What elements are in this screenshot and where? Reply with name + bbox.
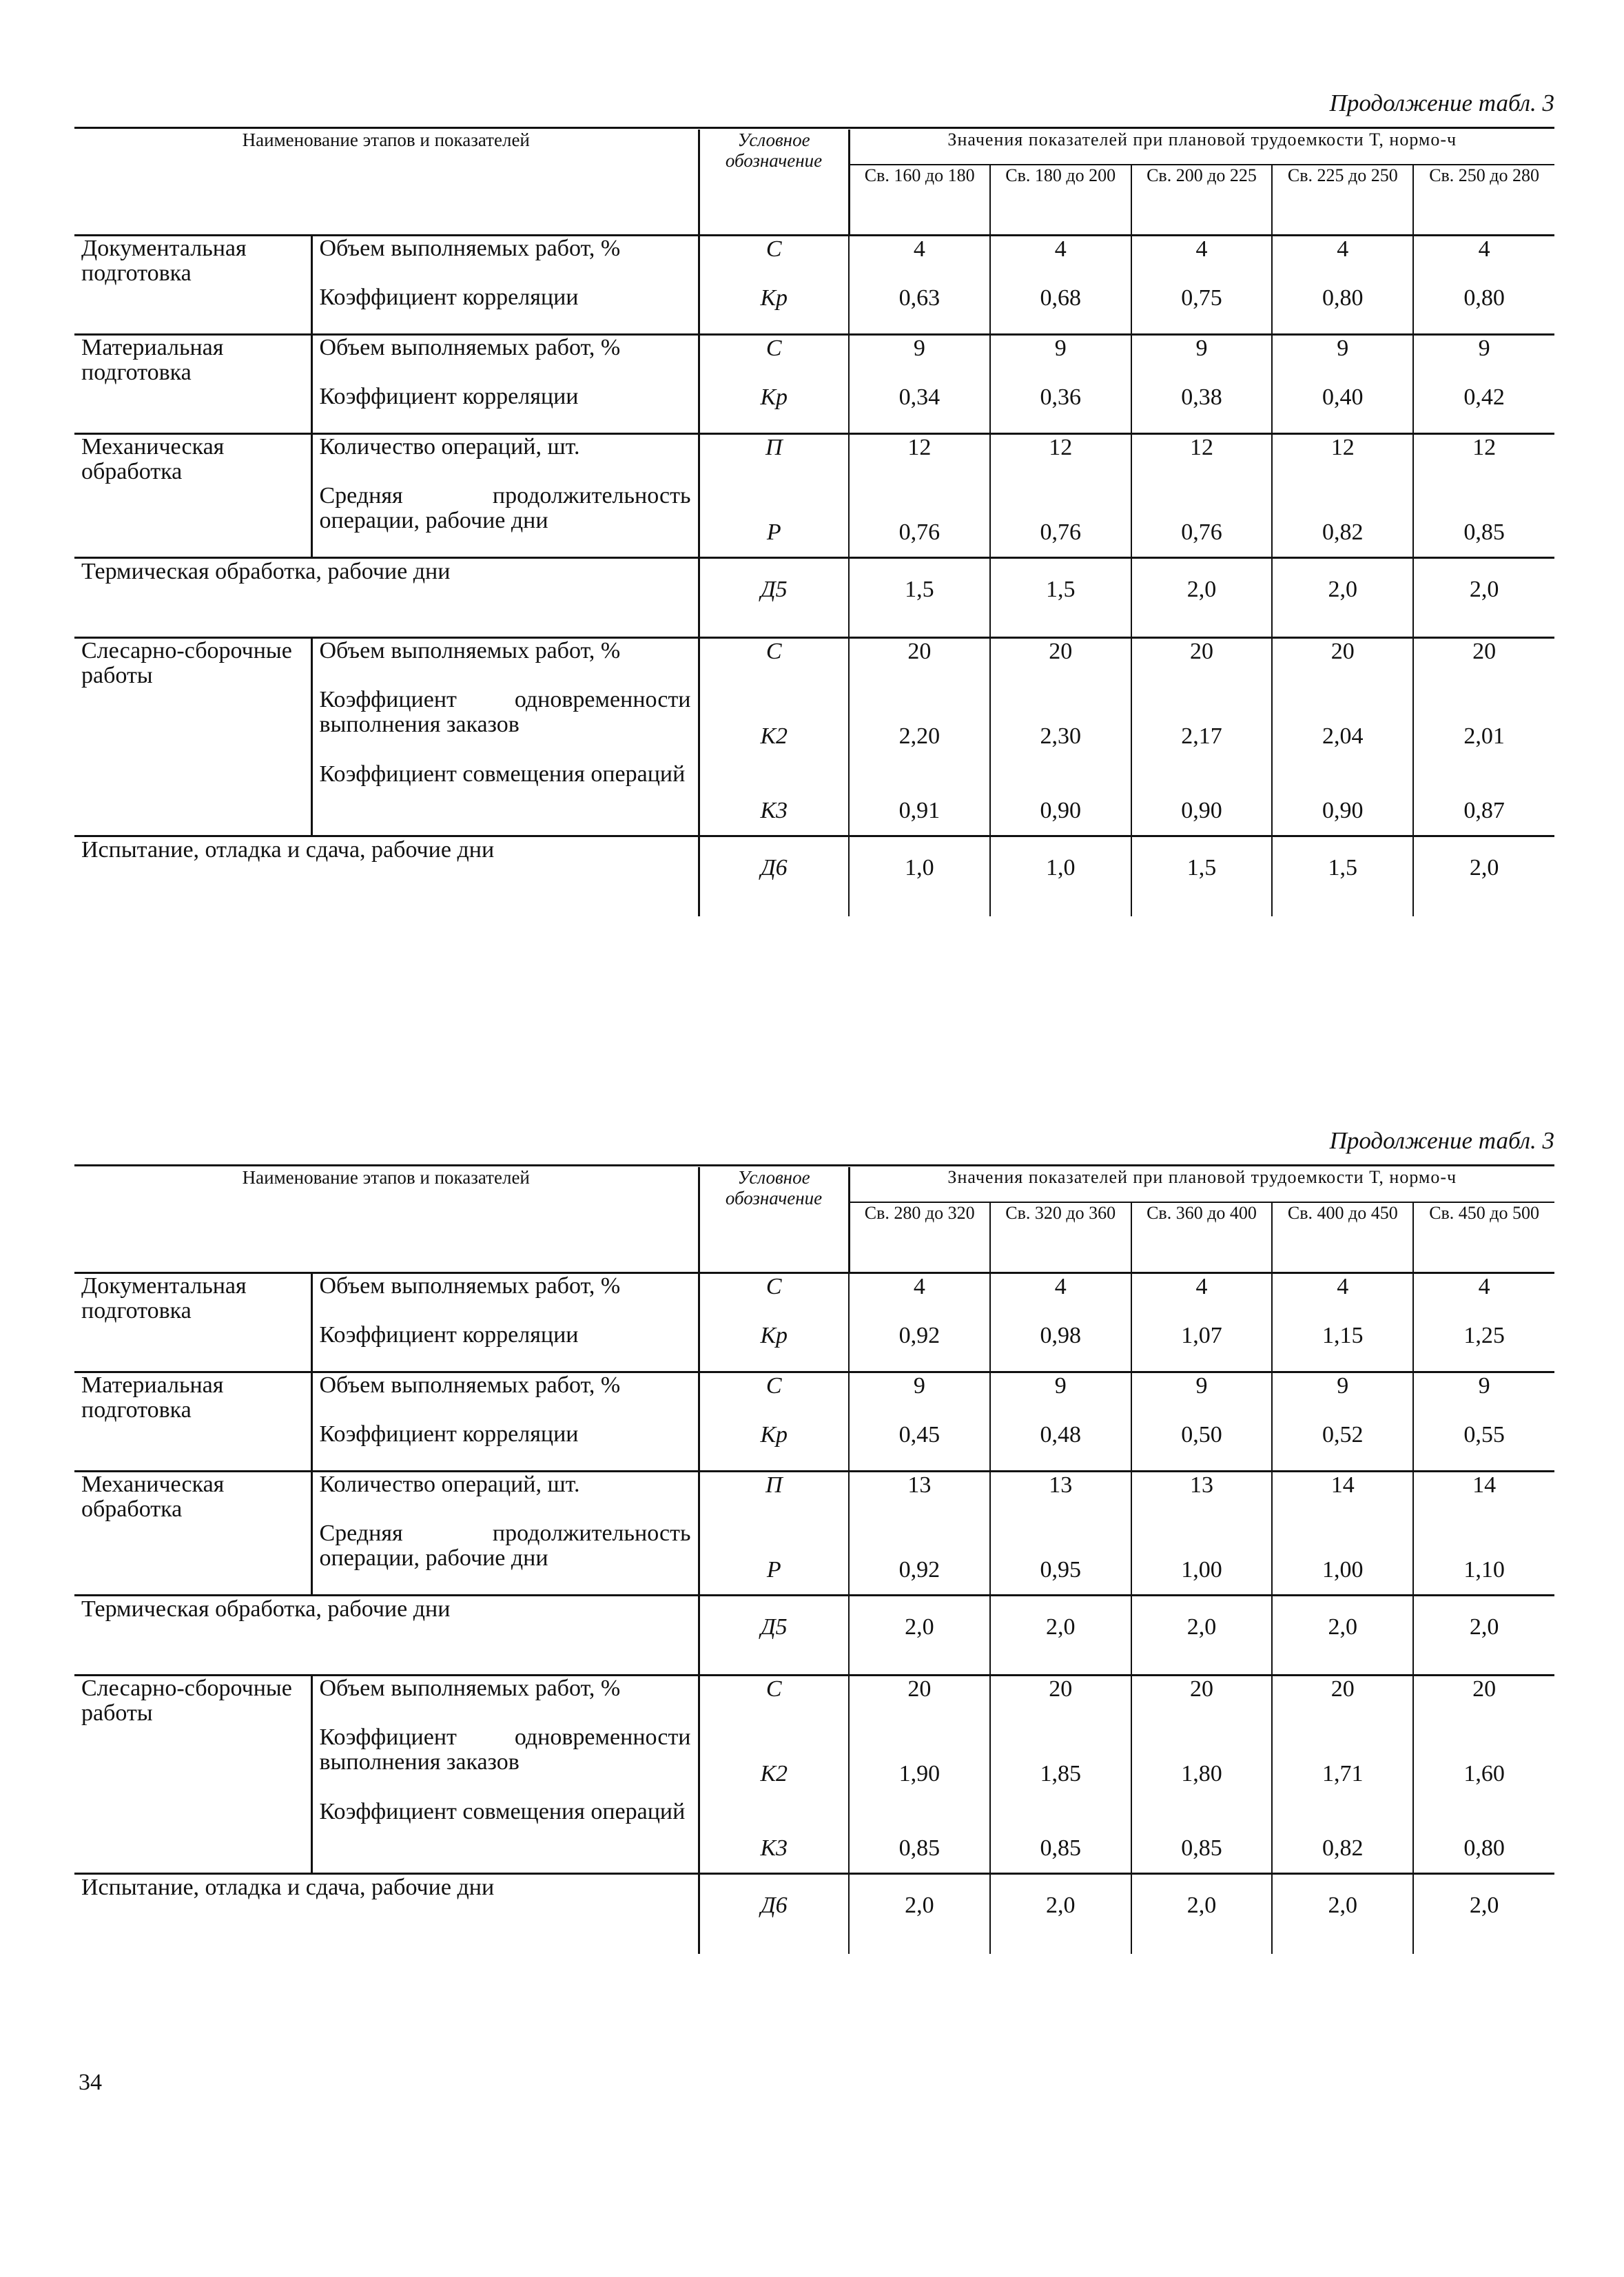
- symbol-cell: Р: [699, 484, 849, 558]
- indicator-label: Коэффициент корреляции: [311, 1422, 699, 1472]
- value-cell: 0,85: [1131, 1800, 1273, 1874]
- value-cell: 13: [849, 1472, 990, 1521]
- table-row: [74, 1874, 1554, 1954]
- page-number: 34: [79, 2070, 102, 2095]
- top-rule: [74, 127, 1554, 129]
- value-cell: 13: [990, 1472, 1131, 1521]
- value-cell: 9: [990, 335, 1131, 384]
- stage-label: Термическая обработка, рабочие дни: [74, 1596, 699, 1676]
- value-cell: 0,68: [990, 285, 1131, 335]
- value-cell: 1,15: [1272, 1323, 1413, 1372]
- value-cell: 1,5: [1272, 836, 1413, 916]
- symbol-cell: Д5: [699, 558, 849, 638]
- symbol-cell: Кр: [699, 1323, 849, 1372]
- value-cell: 2,0: [990, 1874, 1131, 1954]
- value-cell: 0,80: [1463, 1835, 1505, 1861]
- symbol-cell: П: [699, 1472, 849, 1521]
- value-cell: 0,90: [1272, 762, 1413, 836]
- header-symbol: Условное обозначение: [699, 130, 849, 236]
- value-cell: 14: [1272, 1472, 1413, 1521]
- value-cell: 4: [1413, 236, 1554, 285]
- indicator-label: Объем выполняемых работ, %: [311, 1372, 699, 1422]
- symbol-cell: К3: [699, 1800, 849, 1874]
- value-cell: 0,76: [1131, 484, 1273, 558]
- value-cell: 0,55: [1463, 1421, 1505, 1447]
- value-cell: 12: [1131, 434, 1273, 484]
- header-symbol: Условное обозначение: [699, 1167, 849, 1273]
- value-cell: 1,07: [1131, 1323, 1273, 1372]
- value-cell: 4: [849, 1273, 990, 1323]
- value-cell: 1,10: [1463, 1556, 1505, 1583]
- symbol-cell: С: [699, 335, 849, 384]
- value-cell: 0,85: [1463, 519, 1505, 545]
- value-cell: 0,40: [1272, 384, 1413, 434]
- value-cell: 0,82: [1272, 1800, 1413, 1874]
- value-cell: 20: [990, 1676, 1131, 1725]
- value-cell: 0,87: [1463, 797, 1505, 823]
- value-cell: 2,0: [1131, 1874, 1273, 1954]
- header-range: Св. 250 до 280: [1429, 165, 1540, 185]
- value-cell: 1,5: [990, 558, 1131, 638]
- data-table: [74, 130, 1554, 916]
- value-cell: 2,0: [1272, 1874, 1413, 1954]
- value-cell: 0,80: [1272, 285, 1413, 335]
- symbol-cell: С: [699, 236, 849, 285]
- value-cell: 9: [1131, 335, 1273, 384]
- indicator-label: Коэффициент корреляции: [311, 285, 699, 335]
- header-range: Св. 280 до 320: [849, 1202, 990, 1273]
- value-cell: 20: [849, 1676, 990, 1725]
- symbol-cell: Кр: [699, 285, 849, 335]
- value-cell: 1,5: [849, 558, 990, 638]
- table-row: [74, 1372, 1554, 1422]
- indicator-label: Количество операций, шт.: [311, 434, 699, 484]
- value-cell: 0,38: [1131, 384, 1273, 434]
- value-cell: 2,0: [990, 1596, 1131, 1676]
- stage-label: Механическая обработка: [74, 434, 311, 558]
- indicator-label: Объем выполняемых работ, %: [311, 236, 699, 285]
- value-cell: 20: [1413, 1676, 1554, 1725]
- table-caption: Продолжение табл. 3: [1329, 90, 1554, 116]
- value-cell: 9: [990, 1372, 1131, 1422]
- value-cell: 2,30: [990, 688, 1131, 762]
- value-cell: 9: [1413, 1372, 1554, 1422]
- symbol-cell: С: [699, 1273, 849, 1323]
- header-name: Наименование этапов и показателей: [74, 130, 699, 236]
- table-row: [74, 1472, 1554, 1521]
- data-table: [74, 1167, 1554, 1954]
- value-cell: 4: [990, 1273, 1131, 1323]
- value-cell: 4: [1131, 236, 1273, 285]
- header-range: Св. 400 до 450: [1272, 1202, 1413, 1273]
- value-cell: 0,95: [990, 1521, 1131, 1596]
- value-cell: 4: [849, 236, 990, 285]
- indicator-label: Объем выполняемых работ, %: [311, 1273, 699, 1323]
- value-cell: 13: [1131, 1472, 1273, 1521]
- header-range: Св. 320 до 360: [990, 1202, 1131, 1273]
- value-cell: 14: [1413, 1472, 1554, 1521]
- value-cell: 2,0: [849, 1874, 990, 1954]
- stage-label: Слесарно-сборочные работы: [74, 638, 311, 836]
- value-cell: 12: [849, 434, 990, 484]
- value-cell: 2,0: [1131, 1596, 1273, 1676]
- symbol-cell: К2: [699, 1725, 849, 1800]
- value-cell: 0,75: [1131, 285, 1273, 335]
- value-cell: 2,0: [1413, 1596, 1554, 1676]
- table-body: [74, 236, 1554, 916]
- value-cell: 0,92: [849, 1521, 990, 1596]
- indicator-label: Коэффициент одновременности выполнения заказов: [311, 1725, 699, 1800]
- value-cell: 20: [990, 638, 1131, 688]
- value-cell: 2,0: [1413, 1874, 1554, 1954]
- header-values-group: Значения показателей при плановой трудоемкости Т, нормо-ч: [849, 130, 1554, 165]
- value-cell: 0,76: [990, 484, 1131, 558]
- value-cell: 12: [1413, 434, 1554, 484]
- value-cell: 0,42: [1463, 384, 1505, 410]
- header-name: Наименование этапов и показателей: [74, 1167, 699, 1273]
- value-cell: 9: [849, 1372, 990, 1422]
- value-cell: 20: [1131, 1676, 1273, 1725]
- value-cell: 1,0: [990, 836, 1131, 916]
- indicator-label: Объем выполняемых работ, %: [311, 638, 699, 688]
- stage-label: Слесарно-сборочные работы: [74, 1676, 311, 1874]
- table-body: [74, 1273, 1554, 1954]
- value-cell: 2,04: [1272, 688, 1413, 762]
- value-cell: 4: [990, 236, 1131, 285]
- indicator-label: Коэффициент совмещения операций: [311, 1800, 699, 1874]
- table-row: [74, 1273, 1554, 1323]
- table-row: [74, 1596, 1554, 1676]
- symbol-cell: Кр: [699, 1422, 849, 1472]
- symbol-cell: С: [699, 1676, 849, 1725]
- indicator-label: Объем выполняемых работ, %: [311, 335, 699, 384]
- stage-label: Материальная подготовка: [74, 1372, 311, 1472]
- value-cell: 4: [1413, 1273, 1554, 1323]
- value-cell: 1,00: [1272, 1521, 1413, 1596]
- value-cell: 0,48: [990, 1422, 1131, 1472]
- value-cell: 9: [1272, 335, 1413, 384]
- value-cell: 0,45: [849, 1422, 990, 1472]
- value-cell: 2,01: [1463, 723, 1505, 749]
- stage-label: Материальная подготовка: [74, 335, 311, 434]
- value-cell: 0,90: [990, 762, 1131, 836]
- value-cell: 0,92: [849, 1323, 990, 1372]
- value-cell: 0,50: [1131, 1422, 1273, 1472]
- value-cell: 1,5: [1131, 836, 1273, 916]
- indicator-label: Количество операций, шт.: [311, 1472, 699, 1521]
- value-cell: 0,36: [990, 384, 1131, 434]
- table-row: [74, 638, 1554, 688]
- value-cell: 4: [1272, 236, 1413, 285]
- indicator-label: Коэффициент корреляции: [311, 384, 699, 434]
- value-cell: 9: [1272, 1372, 1413, 1422]
- value-cell: 2,17: [1131, 688, 1273, 762]
- value-cell: 2,0: [1413, 558, 1554, 638]
- top-rule: [74, 1164, 1554, 1166]
- stage-label: Документальная подготовка: [74, 1273, 311, 1372]
- value-cell: 2,0: [1413, 836, 1554, 916]
- value-cell: 2,0: [1272, 1596, 1413, 1676]
- value-cell: 9: [849, 335, 990, 384]
- header-range: Св. 450 до 500: [1429, 1203, 1540, 1223]
- value-cell: 2,0: [849, 1596, 990, 1676]
- indicator-label: Коэффициент совмещения операций: [311, 762, 699, 836]
- indicator-label: Средняя продолжительность операции, рабочие дни: [311, 1521, 699, 1596]
- value-cell: 0,80: [1463, 285, 1505, 311]
- value-cell: 4: [1272, 1273, 1413, 1323]
- value-cell: 20: [1131, 638, 1273, 688]
- symbol-cell: Р: [699, 1521, 849, 1596]
- table-row: [74, 1676, 1554, 1725]
- header-range: Св. 200 до 225: [1131, 165, 1273, 236]
- value-cell: 1,00: [1131, 1521, 1273, 1596]
- table-row: [74, 434, 1554, 484]
- value-cell: 0,76: [849, 484, 990, 558]
- symbol-cell: Д6: [699, 836, 849, 916]
- stage-label: Испытание, отладка и сдача, рабочие дни: [74, 836, 699, 916]
- value-cell: 0,85: [849, 1800, 990, 1874]
- value-cell: 1,25: [1463, 1322, 1505, 1348]
- header-range: Св. 225 до 250: [1272, 165, 1413, 236]
- value-cell: 0,52: [1272, 1422, 1413, 1472]
- value-cell: 1,71: [1272, 1725, 1413, 1800]
- value-cell: 0,90: [1131, 762, 1273, 836]
- value-cell: 12: [990, 434, 1131, 484]
- header-range: Св. 180 до 200: [990, 165, 1131, 236]
- header-values-group: Значения показателей при плановой трудоемкости Т, нормо-ч: [849, 1167, 1554, 1202]
- value-cell: 1,85: [990, 1725, 1131, 1800]
- table-row: [74, 236, 1554, 285]
- value-cell: 20: [1272, 1676, 1413, 1725]
- value-cell: 9: [1131, 1372, 1273, 1422]
- value-cell: 0,91: [849, 762, 990, 836]
- header-range: Св. 360 до 400: [1131, 1202, 1273, 1273]
- value-cell: 1,60: [1463, 1760, 1505, 1786]
- value-cell: 1,90: [849, 1725, 990, 1800]
- symbol-cell: Д5: [699, 1596, 849, 1676]
- symbol-cell: Кр: [699, 384, 849, 434]
- symbol-cell: К2: [699, 688, 849, 762]
- value-cell: 2,20: [849, 688, 990, 762]
- value-cell: 4: [1131, 1273, 1273, 1323]
- table-row: [74, 335, 1554, 384]
- value-cell: 20: [1272, 638, 1413, 688]
- stage-label: Термическая обработка, рабочие дни: [74, 558, 699, 638]
- symbol-cell: С: [699, 1372, 849, 1422]
- value-cell: 12: [1272, 434, 1413, 484]
- value-cell: 0,63: [849, 285, 990, 335]
- value-cell: 9: [1413, 335, 1554, 384]
- value-cell: 20: [849, 638, 990, 688]
- table-row: [74, 558, 1554, 638]
- symbol-cell: Д6: [699, 1874, 849, 1954]
- header-range: Св. 160 до 180: [849, 165, 990, 236]
- value-cell: 1,80: [1131, 1725, 1273, 1800]
- value-cell: 2,0: [1131, 558, 1273, 638]
- indicator-label: Средняя продолжительность операции, рабочие дни: [311, 484, 699, 558]
- stage-label: Механическая обработка: [74, 1472, 311, 1596]
- stage-label: Испытание, отладка и сдача, рабочие дни: [74, 1874, 699, 1954]
- value-cell: 0,82: [1272, 484, 1413, 558]
- table-row: [74, 836, 1554, 916]
- indicator-label: Коэффициент корреляции: [311, 1323, 699, 1372]
- indicator-label: Объем выполняемых работ, %: [311, 1676, 699, 1725]
- value-cell: 0,85: [990, 1800, 1131, 1874]
- symbol-cell: П: [699, 434, 849, 484]
- table-caption: Продолжение табл. 3: [1329, 1127, 1554, 1154]
- value-cell: 0,98: [990, 1323, 1131, 1372]
- stage-label: Документальная подготовка: [74, 236, 311, 335]
- indicator-label: Коэффициент одновременности выполнения заказов: [311, 688, 699, 762]
- value-cell: 1,0: [849, 836, 990, 916]
- value-cell: 20: [1413, 638, 1554, 688]
- symbol-cell: С: [699, 638, 849, 688]
- value-cell: 0,34: [849, 384, 990, 434]
- value-cell: 2,0: [1272, 558, 1413, 638]
- symbol-cell: К3: [699, 762, 849, 836]
